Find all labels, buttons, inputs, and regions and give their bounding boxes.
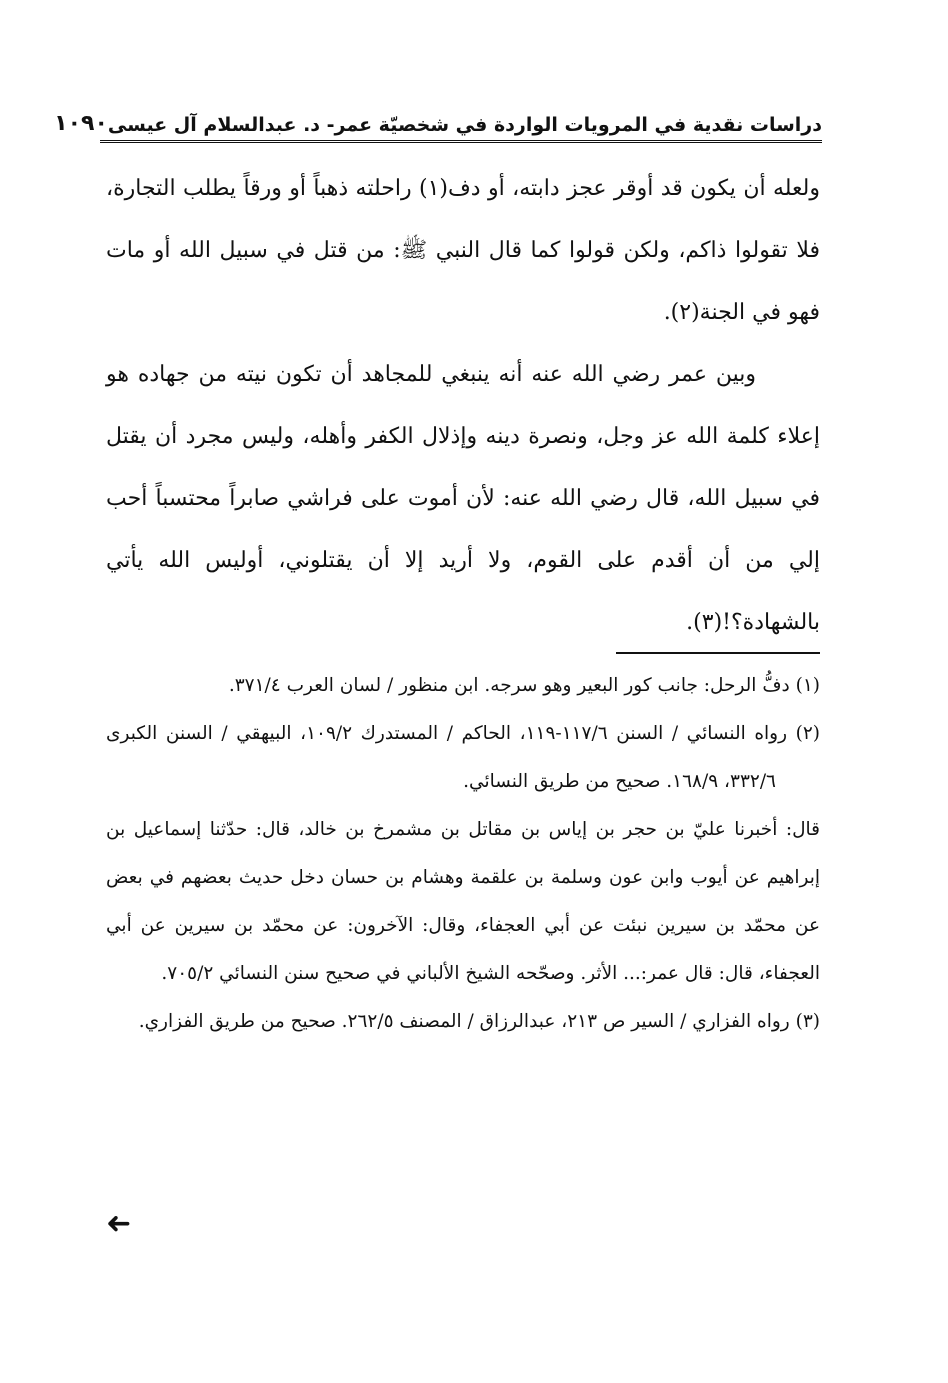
footnote-2-continuation: قال: أخبرنا عليّ بن حجر بن إياس بن مقاتل بن مشمرخ بن خالد، قال: حدّثنا إسماعيل بن إبراهيم عن أيوب وابن عون وسلمة بن علقمة وهشام بن حسان دخل حديث بعضهم في بعض عن محمّد بن سيرين نبئت عن أبي العجفاء، وقال: الآخرون: عن محمّد بن سيرين عن أبي العجفاء، قال: قال عمر:... الأثر. وصحّحه الشيخ الألباني في صحيح سنن النسائي ٧٠٥/٢. <box>106 819 820 984</box>
paragraph: وبين عمر رضي الله عنه أنه ينبغي للمجاهد أن تكون نيته من جهاده هو إعلاء كلمة الله عز وجل، ونصرة دينه وإذلال الكفر وأهله، وليس مجرد أن يقتل في سبيل الله، قال رضي الله عنه: لأن أموت على فراشي صابراً محتسباً أحب إلي من أن أقدم على القوم، ولا أريد إلا أن يقتلوني، أوليس الله يأتي بالشهادة؟!(٣). <box>106 362 820 635</box>
main-text <box>106 158 820 654</box>
footnote-2: (٢) رواه النسائي / السنن ١١٧/٦-١١٩، الحاكم / المستدرك ١٠٩/٢، البيهقي / السنن الكبرى ٣٣٢/٦، ١٦٨/٩. صحيح من طريق النسائي. <box>106 723 821 792</box>
running-header <box>54 96 822 136</box>
paragraph: ولعله أن يكون قد أوقر عجز دابته، أو دف(١) راحلته ذهباً أو ورقاً يطلب التجارة، فلا تقولوا ذاكم، ولكن قولوا كما قال النبي ﷺ: من قتل في سبيل الله أو مات فهو في الجنة(٢). <box>106 176 820 325</box>
footnote-divider <box>616 652 820 654</box>
footnote-3: (٣) رواه الفزاري / السير ص ٢١٣، عبدالرزاق / المصنف ٢٦٢/٥. صحيح من طريق الفزاري. <box>138 1011 820 1032</box>
page-number: ١٠٩٠ <box>54 111 108 136</box>
next-page-arrow-icon[interactable] <box>106 1204 131 1244</box>
arrow-glyph: ➜ <box>106 1206 132 1241</box>
header-divider <box>100 140 822 143</box>
header-title: دراسات نقدية في المرويات الواردة في شخصيّة عمر- د. عبدالسلام آل عيسى <box>107 114 822 136</box>
footnote-1: (١) دفُّ الرحل: جانب كور البعير وهو سرجه. ابن منظور / لسان العرب ٣٧١/٤. <box>228 675 820 696</box>
footnotes <box>106 662 820 1046</box>
